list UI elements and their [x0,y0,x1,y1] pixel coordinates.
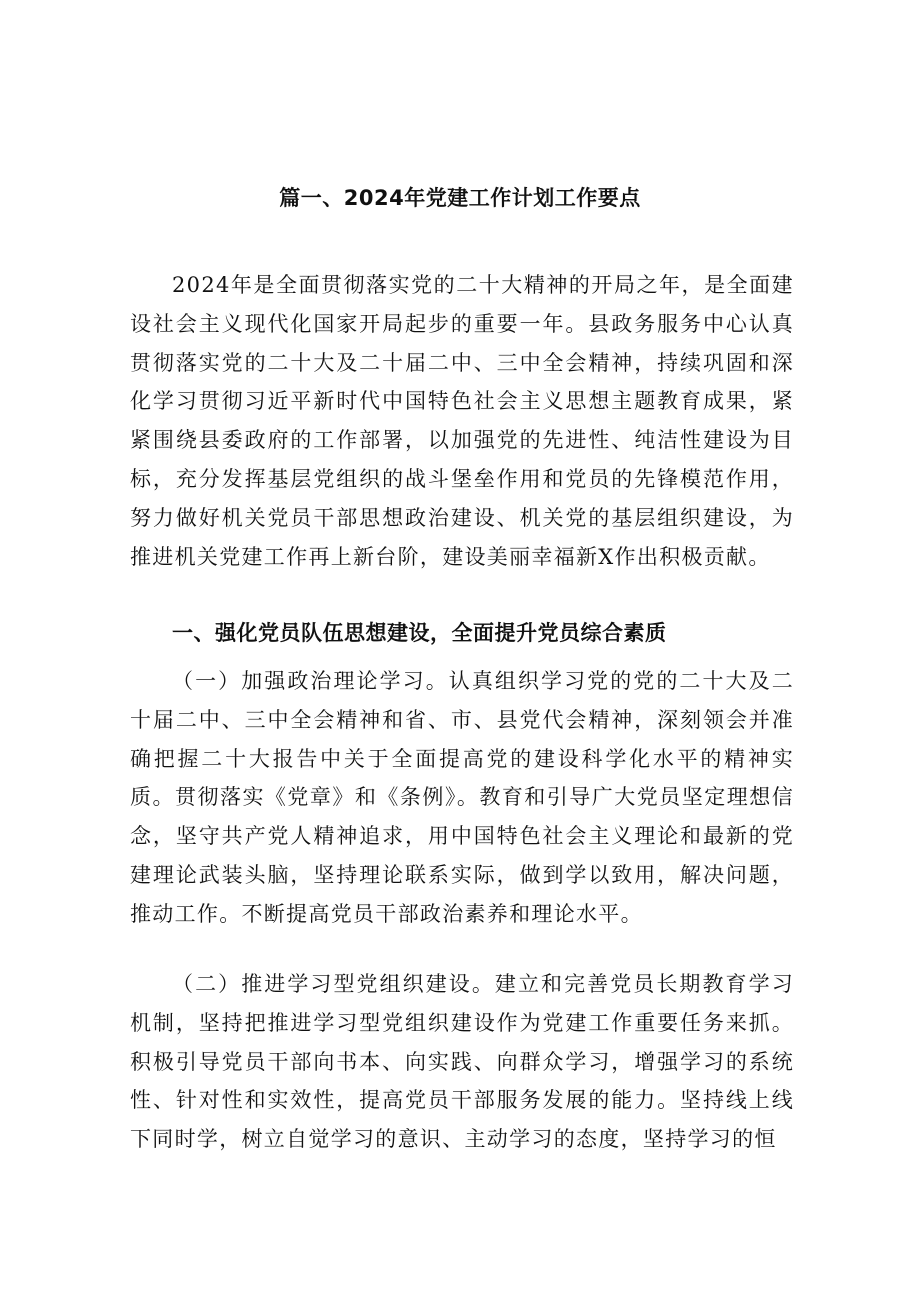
document-title: 篇一、2024年党建工作计划工作要点 [279,186,641,211]
intro-paragraph: 2024年是全面贯彻落实党的二十大精神的开局之年，是全面建设社会主义现代化国家开局起步的重要一年。县政务服务中心认真贯彻落实党的二十大及二十届二中、三中全会精神，持续巩固和深化学习贯彻习近平新时代中国特色社会主义思想主题教育成果，紧紧围绕县委政府的工作部署，以加强党的先进性、纯洁性建设为目标，充分发挥基层党组织的战斗堡垒作用和党员的先锋模范作用，努力做好机关党员干部思想政治建设、机关党的基层组织建设，为推进机关党建工作再上新台阶，建设美丽幸福新X作出积极贡献。 [130,273,794,569]
section-heading: 一、强化党员队伍思想建设，全面提升党员综合素质 [172,621,667,645]
item-paragraph-1: （一）加强政治理论学习。认真组织学习党的党的二十大及二十届二中、三中全会精神和省、市、县党代会精神，深刻领会并准确把握二十大报告中关于全面提高党的建设科学化水平的精神实质。贯彻落实《党章》和《条例》。教育和引导广大党员坚定理想信念，坚守共产党人精神追求，用中国特色社会主义理论和最新的党建理论武装头脑，坚持理论联系实际，做到学以致用，解决问题，推动工作。不断提高党员干部政治素养和理论水平。 [130,669,794,926]
item-paragraph-2: （二）推进学习型党组织建设。建立和完善党员长期教育学习机制，坚持把推进学习型党组织建设作为党建工作重要任务来抓。积极引导党员干部向书本、向实践、向群众学习，增强学习的系统性、针对性和实效性，提高党员干部服务发展的能力。坚持线上线下同时学，树立自觉学习的意识、主动学习的态度，坚持学习的恒 [130,972,794,1152]
